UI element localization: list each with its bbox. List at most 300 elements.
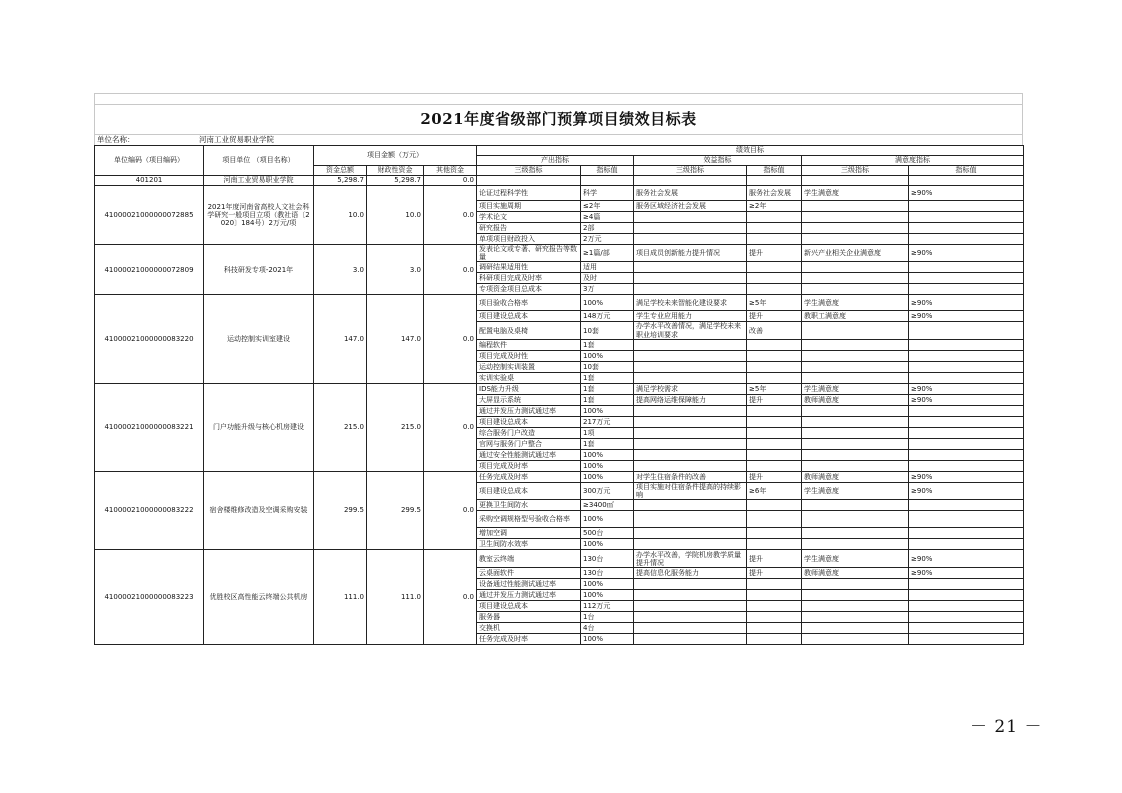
output-indicator: 编程软件 [477, 339, 581, 350]
output-value: 10套 [581, 361, 634, 372]
project-code: 41000021000000083220 [95, 295, 204, 383]
benefit-indicator: 服务区域经济社会发展 [634, 201, 747, 212]
benefit-indicator [634, 623, 747, 634]
summary-fiscal: 5,298.7 [367, 176, 424, 186]
benefit-indicator [634, 361, 747, 372]
satisfaction-indicator [802, 350, 909, 361]
benefit-value [747, 350, 802, 361]
satisfaction-indicator: 新兴产业相关企业满意度 [802, 245, 909, 262]
output-indicator: 云桌面软件 [477, 568, 581, 579]
output-indicator: 研究报告 [477, 223, 581, 234]
satisfaction-value [909, 372, 1024, 383]
satisfaction-value [909, 623, 1024, 634]
satisfaction-value [909, 416, 1024, 427]
benefit-value [747, 449, 802, 460]
project-total: 215.0 [314, 383, 367, 471]
satisfaction-value [909, 590, 1024, 601]
satisfaction-indicator: 学生满意度 [802, 383, 909, 394]
satisfaction-indicator [802, 322, 909, 339]
benefit-indicator: 满足学校未来智能化建设要求 [634, 295, 747, 311]
page-title: 2021年度省级部门预算项目绩效目标表 [94, 104, 1023, 135]
sheet-top-strip [94, 93, 1023, 104]
output-value: 适用 [581, 262, 634, 273]
satisfaction-value [909, 273, 1024, 284]
header-benefit-value: 指标值 [747, 166, 802, 176]
output-indicator: 设备通过性能测试通过率 [477, 579, 581, 590]
project-fiscal: 147.0 [367, 295, 424, 383]
project-other: 0.0 [424, 383, 477, 471]
output-indicator: 通过并发压力测试通过率 [477, 590, 581, 601]
benefit-value: 提升 [747, 394, 802, 405]
output-value: 科学 [581, 186, 634, 201]
output-indicator: 任务完成及时率 [477, 634, 581, 645]
satisfaction-value [909, 405, 1024, 416]
output-indicator: 卫生间防水效率 [477, 539, 581, 550]
project-name: 2021年度河南省高校人文社会科学研究一般项目立项（教社语〔2020〕184号）2万元/项 [204, 186, 314, 245]
output-value: 100% [581, 511, 634, 528]
page-number: － 21 － [970, 717, 1043, 737]
benefit-indicator [634, 427, 747, 438]
benefit-value [747, 579, 802, 590]
output-value: 1套 [581, 383, 634, 394]
project-name: 门户功能升级与核心机房建设 [204, 383, 314, 471]
output-indicator: 项目建设总成本 [477, 311, 581, 322]
benefit-value [747, 500, 802, 511]
output-indicator: 配置电脑及桌椅 [477, 322, 581, 339]
benefit-indicator: 项目实施对住宿条件提高的持续影响 [634, 482, 747, 499]
project-name: 宿舍楼维修改造及空调采购安装 [204, 471, 314, 549]
summary-unit: 河南工业贸易职业学院 [204, 176, 314, 186]
header-performance: 绩效目标 [477, 146, 1024, 156]
satisfaction-value [909, 322, 1024, 339]
benefit-value: 服务社会发展 [747, 186, 802, 201]
benefit-indicator [634, 460, 747, 471]
output-indicator: 项目实施周期 [477, 201, 581, 212]
benefit-value [747, 223, 802, 234]
summary-blank [802, 176, 909, 186]
benefit-indicator: 对学生住宿条件的改善 [634, 471, 747, 482]
satisfaction-value [909, 339, 1024, 350]
output-value: 100% [581, 295, 634, 311]
header-benefit: 效益指标 [634, 156, 802, 166]
satisfaction-value: ≥90% [909, 550, 1024, 568]
benefit-value [747, 634, 802, 645]
header-benefit-level3: 三级指标 [634, 166, 747, 176]
benefit-indicator [634, 372, 747, 383]
output-indicator: 实训实验桌 [477, 372, 581, 383]
output-indicator: 运动控制实训装置 [477, 361, 581, 372]
benefit-value [747, 427, 802, 438]
output-indicator: 官网与服务门户整合 [477, 438, 581, 449]
satisfaction-value [909, 612, 1024, 623]
satisfaction-indicator: 学生满意度 [802, 295, 909, 311]
benefit-indicator: 学生专业应用能力 [634, 311, 747, 322]
project-total: 147.0 [314, 295, 367, 383]
benefit-indicator [634, 590, 747, 601]
output-value: 100% [581, 460, 634, 471]
summary-blank [909, 176, 1024, 186]
header-satisfaction: 满意度指标 [802, 156, 1024, 166]
output-value: 1套 [581, 372, 634, 383]
project-fiscal: 299.5 [367, 471, 424, 549]
satisfaction-indicator [802, 634, 909, 645]
satisfaction-value [909, 528, 1024, 539]
benefit-value: 提升 [747, 550, 802, 568]
benefit-indicator [634, 350, 747, 361]
satisfaction-value [909, 350, 1024, 361]
satisfaction-indicator [802, 427, 909, 438]
benefit-value [747, 234, 802, 245]
performance-table [94, 145, 1024, 645]
output-value: 及时 [581, 273, 634, 284]
benefit-value [747, 623, 802, 634]
satisfaction-value: ≥90% [909, 394, 1024, 405]
benefit-indicator: 提高网络运维保障能力 [634, 394, 747, 405]
benefit-indicator: 服务社会发展 [634, 186, 747, 201]
satisfaction-value [909, 427, 1024, 438]
output-indicator: 项目完成及时性 [477, 350, 581, 361]
satisfaction-value [909, 223, 1024, 234]
satisfaction-value: ≥90% [909, 383, 1024, 394]
benefit-indicator [634, 212, 747, 223]
satisfaction-indicator: 教师满意度 [802, 394, 909, 405]
output-indicator: 综合服务门户改造 [477, 427, 581, 438]
satisfaction-value [909, 500, 1024, 511]
project-fiscal: 10.0 [367, 186, 424, 245]
satisfaction-indicator: 学生满意度 [802, 550, 909, 568]
project-other: 0.0 [424, 245, 477, 295]
project-fiscal: 215.0 [367, 383, 424, 471]
benefit-value [747, 361, 802, 372]
satisfaction-indicator [802, 449, 909, 460]
satisfaction-value [909, 539, 1024, 550]
output-indicator: 通过并发压力测试通过率 [477, 405, 581, 416]
satisfaction-value [909, 212, 1024, 223]
benefit-indicator: 满足学校需求 [634, 383, 747, 394]
project-fiscal: 3.0 [367, 245, 424, 295]
satisfaction-indicator [802, 623, 909, 634]
project-code: 41000021000000083223 [95, 550, 204, 645]
output-indicator: 任务完成及时率 [477, 471, 581, 482]
output-indicator: 项目验收合格率 [477, 295, 581, 311]
satisfaction-value [909, 579, 1024, 590]
table-row [95, 186, 1024, 201]
benefit-value [747, 339, 802, 350]
satisfaction-indicator [802, 511, 909, 528]
summary-total: 5,298.7 [314, 176, 367, 186]
output-value: 217万元 [581, 416, 634, 427]
benefit-indicator [634, 416, 747, 427]
benefit-indicator [634, 449, 747, 460]
benefit-indicator: 办学水平改善情况，满足学校未来职业培训要求 [634, 322, 747, 339]
header-amount: 项目金额（万元） [314, 146, 477, 166]
project-total: 10.0 [314, 186, 367, 245]
satisfaction-value: ≥90% [909, 568, 1024, 579]
summary-other: 0.0 [424, 176, 477, 186]
project-fiscal: 111.0 [367, 550, 424, 645]
unit-row [94, 135, 1023, 145]
benefit-value [747, 590, 802, 601]
summary-blank [634, 176, 747, 186]
output-indicator: 项目建设总成本 [477, 416, 581, 427]
project-name: 优胜校区高性能云终端公共机房 [204, 550, 314, 645]
project-name: 运动控制实训室建设 [204, 295, 314, 383]
benefit-indicator [634, 579, 747, 590]
benefit-value [747, 273, 802, 284]
satisfaction-value [909, 234, 1024, 245]
benefit-value: 提升 [747, 311, 802, 322]
satisfaction-indicator [802, 416, 909, 427]
benefit-value [747, 612, 802, 623]
output-value: 2万元 [581, 234, 634, 245]
header-output-value: 指标值 [581, 166, 634, 176]
satisfaction-indicator [802, 601, 909, 612]
output-indicator: 采购空调规格型号验收合格率 [477, 511, 581, 528]
satisfaction-value [909, 601, 1024, 612]
project-code: 41000021000000072809 [95, 245, 204, 295]
satisfaction-value [909, 361, 1024, 372]
output-value: 130台 [581, 550, 634, 568]
output-indicator: 教室云终端 [477, 550, 581, 568]
benefit-value [747, 212, 802, 223]
benefit-value [747, 511, 802, 528]
benefit-value [747, 416, 802, 427]
benefit-value: ≥5年 [747, 295, 802, 311]
output-value: 1项 [581, 427, 634, 438]
satisfaction-indicator [802, 223, 909, 234]
satisfaction-indicator [802, 361, 909, 372]
benefit-indicator [634, 528, 747, 539]
satisfaction-indicator [802, 438, 909, 449]
benefit-value [747, 601, 802, 612]
output-indicator: 更换卫生间防水 [477, 500, 581, 511]
output-indicator: 发表论文或专著、研究报告等数量 [477, 245, 581, 262]
output-value: 100% [581, 539, 634, 550]
satisfaction-indicator: 教职工满意度 [802, 311, 909, 322]
project-name: 科技研发专项-2021年 [204, 245, 314, 295]
output-value: 300万元 [581, 482, 634, 499]
satisfaction-indicator [802, 284, 909, 295]
benefit-value [747, 262, 802, 273]
benefit-indicator [634, 539, 747, 550]
output-value: 112万元 [581, 601, 634, 612]
output-value: 100% [581, 579, 634, 590]
benefit-indicator [634, 339, 747, 350]
satisfaction-indicator [802, 201, 909, 212]
satisfaction-value: ≥90% [909, 471, 1024, 482]
satisfaction-indicator [802, 273, 909, 284]
satisfaction-indicator [802, 234, 909, 245]
header-satisfaction-level3: 三级指标 [802, 166, 909, 176]
table-row [95, 295, 1024, 311]
benefit-indicator: 办学水平改善，学院机房教学质量提升情况 [634, 550, 747, 568]
satisfaction-value: ≥90% [909, 245, 1024, 262]
summary-row [95, 176, 1024, 186]
satisfaction-value: ≥90% [909, 186, 1024, 201]
output-indicator: 论证过程科学性 [477, 186, 581, 201]
satisfaction-value [909, 460, 1024, 471]
output-value: 148万元 [581, 311, 634, 322]
satisfaction-indicator: 教师满意度 [802, 568, 909, 579]
benefit-value [747, 460, 802, 471]
satisfaction-value [909, 634, 1024, 645]
benefit-indicator [634, 612, 747, 623]
project-other: 0.0 [424, 186, 477, 245]
output-value: ≤2年 [581, 201, 634, 212]
satisfaction-value: ≥90% [909, 482, 1024, 499]
satisfaction-indicator [802, 460, 909, 471]
project-other: 0.0 [424, 550, 477, 645]
header-unit-project: 项目单位 （项目名称） [204, 146, 314, 176]
satisfaction-indicator [802, 528, 909, 539]
satisfaction-value [909, 511, 1024, 528]
satisfaction-indicator [802, 372, 909, 383]
project-total: 111.0 [314, 550, 367, 645]
benefit-value [747, 372, 802, 383]
output-indicator: 通过安全性能测试通过率 [477, 449, 581, 460]
output-indicator: 专项资金项目总成本 [477, 284, 581, 295]
output-indicator: 项目建设总成本 [477, 482, 581, 499]
benefit-value: 提升 [747, 245, 802, 262]
output-value: 100% [581, 350, 634, 361]
benefit-indicator [634, 234, 747, 245]
satisfaction-value [909, 449, 1024, 460]
project-code: 41000021000000083222 [95, 471, 204, 549]
output-value: 1套 [581, 438, 634, 449]
satisfaction-indicator [802, 262, 909, 273]
output-value: 100% [581, 471, 634, 482]
output-value: 10套 [581, 322, 634, 339]
header-output: 产出指标 [477, 156, 634, 166]
header-row-1 [95, 146, 1024, 156]
benefit-indicator [634, 601, 747, 612]
output-indicator: 调研结果适用性 [477, 262, 581, 273]
benefit-indicator [634, 438, 747, 449]
output-value: 130台 [581, 568, 634, 579]
table-row [95, 383, 1024, 394]
benefit-indicator [634, 273, 747, 284]
table-row [95, 245, 1024, 262]
output-indicator: 学术论文 [477, 212, 581, 223]
summary-blank [581, 176, 634, 186]
benefit-value [747, 528, 802, 539]
output-indicator: 科研项目完成及时率 [477, 273, 581, 284]
header-output-level3: 三级指标 [477, 166, 581, 176]
output-value: 1套 [581, 339, 634, 350]
satisfaction-value [909, 201, 1024, 212]
summary-code: 401201 [95, 176, 204, 186]
benefit-indicator [634, 223, 747, 234]
output-indicator: 项目完成及时率 [477, 460, 581, 471]
benefit-value: ≥5年 [747, 383, 802, 394]
satisfaction-indicator: 学生满意度 [802, 186, 909, 201]
benefit-value: ≥2年 [747, 201, 802, 212]
benefit-indicator [634, 511, 747, 528]
output-value: 100% [581, 449, 634, 460]
satisfaction-value [909, 438, 1024, 449]
benefit-indicator: 提高信息化服务能力 [634, 568, 747, 579]
benefit-value [747, 539, 802, 550]
satisfaction-value: ≥90% [909, 295, 1024, 311]
header-fiscal: 财政性资金 [367, 166, 424, 176]
output-indicator: 项目建设总成本 [477, 601, 581, 612]
header-satisfaction-value: 指标值 [909, 166, 1024, 176]
output-value: 1台 [581, 612, 634, 623]
benefit-value: 提升 [747, 471, 802, 482]
benefit-value: ≥6年 [747, 482, 802, 499]
project-total: 299.5 [314, 471, 367, 549]
output-indicator: 增加空调 [477, 528, 581, 539]
unit-name: 河南工业贸易职业学院 [199, 135, 274, 144]
header-total: 资金总额 [314, 166, 367, 176]
output-value: 100% [581, 634, 634, 645]
satisfaction-indicator [802, 212, 909, 223]
satisfaction-indicator [802, 405, 909, 416]
benefit-indicator [634, 262, 747, 273]
output-indicator: 大屏显示系统 [477, 394, 581, 405]
output-value: 500台 [581, 528, 634, 539]
benefit-indicator [634, 500, 747, 511]
output-value: 4台 [581, 623, 634, 634]
header-other: 其他资金 [424, 166, 477, 176]
benefit-indicator [634, 634, 747, 645]
benefit-value: 改善 [747, 322, 802, 339]
output-indicator: 单项项目财政投入 [477, 234, 581, 245]
output-value: 2部 [581, 223, 634, 234]
output-value: 3万 [581, 284, 634, 295]
satisfaction-indicator [802, 500, 909, 511]
project-code: 41000021000000083221 [95, 383, 204, 471]
output-value: ≥1篇/部 [581, 245, 634, 262]
satisfaction-indicator [802, 590, 909, 601]
benefit-value [747, 438, 802, 449]
summary-blank [747, 176, 802, 186]
output-indicator: 交换机 [477, 623, 581, 634]
output-value: 100% [581, 405, 634, 416]
header-unit-code: 单位编码（项目编码） [95, 146, 204, 176]
project-other: 0.0 [424, 295, 477, 383]
project-code: 41000021000000072885 [95, 186, 204, 245]
satisfaction-value [909, 284, 1024, 295]
satisfaction-indicator [802, 539, 909, 550]
benefit-indicator [634, 284, 747, 295]
project-total: 3.0 [314, 245, 367, 295]
satisfaction-indicator [802, 339, 909, 350]
output-value: ≥4篇 [581, 212, 634, 223]
satisfaction-indicator [802, 612, 909, 623]
output-indicator: 服务器 [477, 612, 581, 623]
benefit-value [747, 284, 802, 295]
benefit-value: 提升 [747, 568, 802, 579]
table-row [95, 550, 1024, 568]
output-value: 100% [581, 590, 634, 601]
summary-blank [477, 176, 581, 186]
performance-sheet [94, 93, 1023, 645]
unit-label: 单位名称： [97, 135, 135, 144]
output-value: ≥3400㎡ [581, 500, 634, 511]
output-indicator: IDS能力升级 [477, 383, 581, 394]
table-row [95, 471, 1024, 482]
satisfaction-indicator [802, 579, 909, 590]
benefit-indicator [634, 405, 747, 416]
benefit-value [747, 405, 802, 416]
benefit-indicator: 项目成员创新能力提升情况 [634, 245, 747, 262]
project-other: 0.0 [424, 471, 477, 549]
satisfaction-value: ≥90% [909, 311, 1024, 322]
satisfaction-value [909, 262, 1024, 273]
satisfaction-indicator: 学生满意度 [802, 482, 909, 499]
satisfaction-indicator: 教师满意度 [802, 471, 909, 482]
